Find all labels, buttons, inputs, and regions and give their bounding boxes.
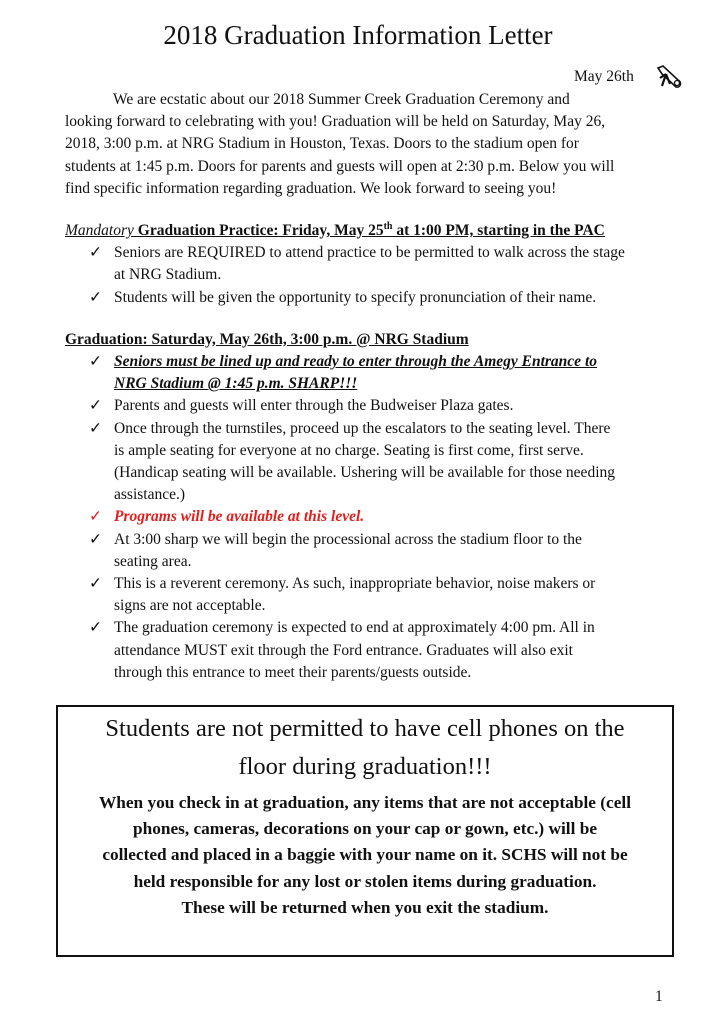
list-item (65, 395, 685, 417)
notice-headline-line: Students are not permitted to have cell phones on the (105, 715, 625, 742)
list-item (65, 506, 685, 528)
bullet-line: assistance.) (114, 486, 186, 504)
bullet-line: Parents and guests will enter through the Budweiser Plaza gates. (114, 397, 514, 415)
intro-paragraph (65, 89, 685, 200)
intro-line: We are ecstatic about our 2018 Summer Creek Graduation Ceremony and (113, 91, 570, 108)
diploma-scroll-icon (654, 64, 684, 92)
bullet-line: Programs will be available at this level. (114, 508, 365, 526)
list-item (65, 287, 685, 309)
check-icon: ✓ (89, 288, 102, 306)
intro-line: 2018, 3:00 p.m. at NRG Stadium in Houston, Texas. Doors to the stadium open for (65, 135, 579, 153)
check-icon: ✓ (89, 508, 102, 526)
notice-body-line: phones, cameras, decorations on your cap or gown, etc.) will be (132, 819, 597, 839)
bullet-line: Seniors are REQUIRED to attend practice to be permitted to walk across the stage (114, 244, 625, 262)
bullet-line: attendance MUST exit through the Ford entrance. Graduates will also exit (114, 641, 573, 659)
list-item (65, 573, 685, 617)
bullet-line: At 3:00 sharp we will begin the processional across the stadium floor to the (114, 530, 582, 548)
check-icon: ✓ (89, 244, 102, 262)
graduation-heading: Graduation: Saturday, May 26th, 3:00 p.m. @ NRG Stadium (65, 330, 469, 348)
bullet-line: (Handicap seating will be available. Ushering will be available for those needing (114, 464, 615, 482)
bullet-line: Seniors must be lined up and ready to enter through the Amegy Entrance to (114, 353, 597, 371)
bullet-line: NRG Stadium @ 1:45 p.m. SHARP!!! (114, 375, 358, 393)
heading-italic: Mandatory (65, 222, 134, 240)
letter-date: May 26th (574, 68, 634, 85)
notice-body (58, 790, 672, 921)
cell-phone-notice-box (56, 705, 674, 957)
bullet-line: Once through the turnstiles, proceed up the escalators to the seating level. There (114, 419, 611, 437)
bullet-line: through this entrance to meet their parents/guests outside. (114, 663, 472, 681)
check-icon: ✓ (89, 619, 102, 637)
letter-body (65, 89, 685, 684)
notice-body-line: When you check in at graduation, any items that are not acceptable (cell (98, 793, 631, 812)
list-item (65, 529, 685, 573)
page-number: 1 (655, 988, 663, 1005)
notice-body-line: collected and placed in a baggie with your name on it. SCHS will not be (102, 845, 628, 865)
graduation-bullet-list (65, 351, 685, 684)
intro-line: find specific information regarding graduation. We look forward to seeing you! (65, 179, 557, 197)
bullet-line: at NRG Stadium. (114, 266, 222, 284)
practice-bullet-list (65, 242, 685, 309)
check-icon: ✓ (89, 575, 102, 593)
heading-text: Graduation Practice: Friday, May 25 (133, 222, 384, 240)
list-item (65, 351, 685, 395)
bullet-line: signs are not acceptable. (114, 597, 266, 615)
notice-headline-line: floor during graduation!!! (238, 753, 492, 780)
intro-line: looking forward to celebrating with you! Graduation will be held on Saturday, May 26, (65, 113, 606, 131)
bullet-line: The graduation ceremony is expected to end at approximately 4:00 pm. All in (114, 619, 595, 637)
list-item (65, 617, 685, 684)
practice-heading (65, 220, 685, 242)
list-item (65, 242, 685, 286)
notice-body-line: These will be returned when you exit the stadium. (181, 897, 549, 917)
list-item (65, 418, 685, 507)
check-icon: ✓ (89, 419, 102, 437)
page-title: 2018 Graduation Information Letter (163, 20, 553, 50)
bullet-line: This is a reverent ceremony. As such, inappropriate behavior, noise makers or (114, 575, 596, 593)
notice-body-line: held responsible for any lost or stolen items during graduation. (133, 871, 597, 891)
heading-sup: th (383, 220, 393, 232)
bullet-line: is ample seating for everyone at no charge. Seating is first come, first serve. (114, 441, 584, 459)
check-icon: ✓ (89, 397, 102, 415)
intro-line: students at 1:45 p.m. Doors for parents and guests will open at 2:30 p.m. Below you will (65, 157, 615, 175)
bullet-line: Students will be given the opportunity to specify pronunciation of their name. (114, 288, 597, 306)
bullet-line: seating area. (114, 552, 192, 570)
check-icon: ✓ (89, 353, 102, 371)
notice-headline (58, 710, 672, 786)
heading-text-end: at 1:00 PM, starting in the PAC (392, 222, 605, 240)
check-icon: ✓ (89, 530, 102, 548)
